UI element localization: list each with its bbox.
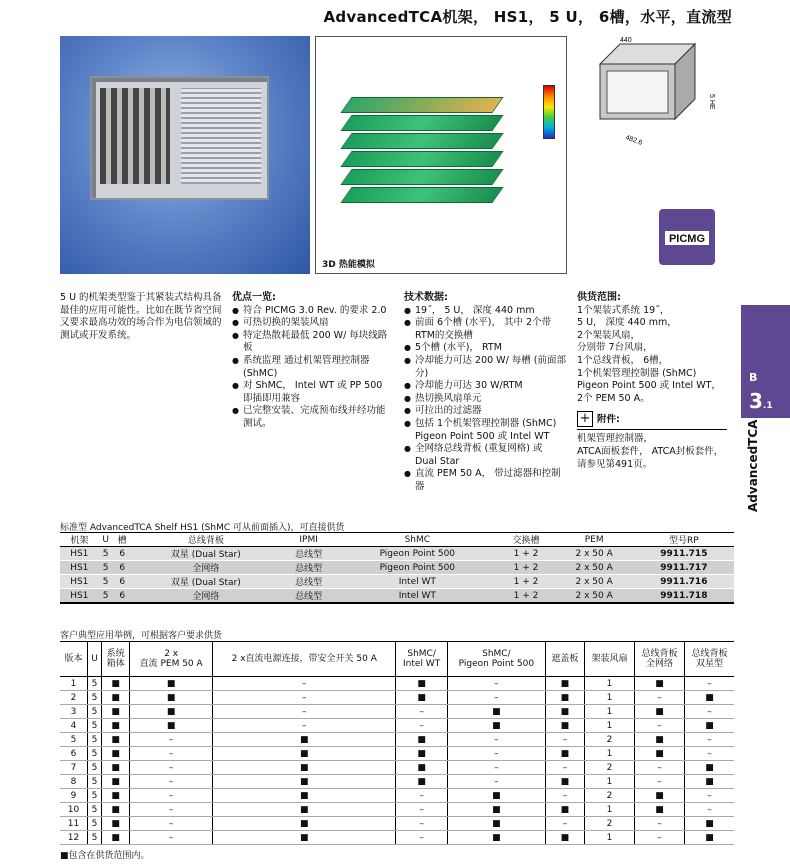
table-cell: Pigeon Point 500 xyxy=(337,561,497,575)
table-cell: – xyxy=(130,831,213,845)
table-cell: 2 x 50 A xyxy=(555,561,634,575)
table2-caption: 客户典型应用举例，可根据客户要求供货 xyxy=(60,631,223,641)
tech-item: ● 5个槽 (水平)， RTM xyxy=(404,342,566,355)
table-cell: – xyxy=(684,789,734,803)
table-cell: ■ xyxy=(634,803,684,817)
table-cell: 7 xyxy=(60,761,87,775)
table-cell: ■ xyxy=(213,775,396,789)
table-row xyxy=(60,589,734,604)
table-cell: – xyxy=(213,705,396,719)
table-cell: – xyxy=(545,733,584,747)
table-cell: 6 xyxy=(60,747,87,761)
table-cell: ■ xyxy=(130,705,213,719)
section-number: 3.1 xyxy=(749,389,773,413)
dimension-drawing xyxy=(580,34,730,156)
table-cell: ■ xyxy=(102,747,130,761)
table-cell: ■ xyxy=(545,705,584,719)
table-cell: 6 xyxy=(113,547,132,561)
table-cell: ■ xyxy=(102,817,130,831)
table2-header: 2 x 直流 PEM 50 A xyxy=(130,642,213,677)
table-cell: – xyxy=(130,803,213,817)
table-cell: 1 + 2 xyxy=(497,589,554,604)
customer-config-table xyxy=(60,641,734,845)
supply-heading: 供货范围: xyxy=(577,292,621,303)
table-cell: ■ xyxy=(130,677,213,691)
table-row xyxy=(60,561,734,575)
table-cell: ■ xyxy=(634,677,684,691)
table-cell: 总线型 xyxy=(280,589,337,604)
chassis-image xyxy=(90,76,269,200)
table-cell: 5 xyxy=(87,817,101,831)
table-row xyxy=(60,733,734,747)
supply-line: 1个架装式系统 19˝， xyxy=(577,304,670,316)
table-cell: ■ xyxy=(447,831,545,845)
table-cell: ■ xyxy=(634,705,684,719)
table-row xyxy=(60,747,734,761)
advantages-section xyxy=(232,292,392,431)
table-cell: ■ xyxy=(684,719,734,733)
table-cell: ■ xyxy=(396,733,447,747)
table1-header: 机架 xyxy=(60,533,99,547)
table-cell: 1 + 2 xyxy=(497,547,554,561)
table-cell: 2 x 50 A xyxy=(555,575,634,589)
table-cell: ■ xyxy=(545,691,584,705)
table-cell: ■ xyxy=(447,789,545,803)
advantage-item: ● 特定热散耗最低 200 W/ 每块线路板 xyxy=(232,330,392,355)
table-cell: 9 xyxy=(60,789,87,803)
table-cell: 2 xyxy=(584,761,634,775)
advantage-item: ● 系统监理 通过机架管理控制器 (ShMC) xyxy=(232,355,392,380)
advantage-item: ● 已完整安装、完成预布线并经功能测试。 xyxy=(232,405,392,430)
table-cell: – xyxy=(447,761,545,775)
table-cell: 12 xyxy=(60,831,87,845)
table-cell: – xyxy=(545,761,584,775)
table-cell: HS1 xyxy=(60,575,99,589)
plus-icon: + xyxy=(577,411,593,427)
table-row xyxy=(60,575,734,589)
advantage-item: ● 符合 PICMG 3.0 Rev. 的要求 2.0 xyxy=(232,305,392,318)
tech-item: ● 19˝， 5 U， 深度 440 mm xyxy=(404,305,566,318)
table-cell: – xyxy=(130,733,213,747)
section-letter: B xyxy=(749,371,758,384)
accessory-line: ATCA面板套件， ATCA封板套件， xyxy=(577,445,724,457)
section-tab xyxy=(741,305,790,418)
standard-shelf-table xyxy=(60,532,734,604)
table-cell: 2 x 50 A xyxy=(555,547,634,561)
table-cell: 全网络 xyxy=(132,589,280,604)
table-cell: 5 xyxy=(87,747,101,761)
supply-line: 2个 PEM 50 A。 xyxy=(577,392,650,404)
table-cell: ■ xyxy=(684,831,734,845)
table-row xyxy=(60,831,734,845)
table-cell: 1 xyxy=(584,705,634,719)
table-row xyxy=(60,719,734,733)
table-cell: – xyxy=(396,831,447,845)
table-row xyxy=(60,817,734,831)
table-row xyxy=(60,803,734,817)
table-cell: 5 xyxy=(87,803,101,817)
table-cell: ■ xyxy=(102,831,130,845)
table-cell: 5 xyxy=(60,733,87,747)
tech-heading: 技术数据: xyxy=(404,292,448,303)
table-cell: ■ xyxy=(102,789,130,803)
table-cell: ■ xyxy=(684,691,734,705)
table-cell: 5 xyxy=(87,775,101,789)
table-cell: – xyxy=(634,719,684,733)
table-row xyxy=(60,547,734,561)
table-cell: 8 xyxy=(60,775,87,789)
table2-header: 遮盖板 xyxy=(545,642,584,677)
advantages-heading: 优点一览: xyxy=(232,292,276,303)
table-cell: HS1 xyxy=(60,561,99,575)
table-cell: – xyxy=(396,803,447,817)
table-row xyxy=(60,789,734,803)
table-cell: 1 xyxy=(584,719,634,733)
table1-header: 槽 xyxy=(113,533,132,547)
table1-header: 型号RP xyxy=(634,533,734,547)
table-cell: ■ xyxy=(130,691,213,705)
table1-header: ShMC xyxy=(337,533,497,547)
table-cell: HS1 xyxy=(60,547,99,561)
table-cell: – xyxy=(684,733,734,747)
table1-header: 总线背板 xyxy=(132,533,280,547)
table-cell: – xyxy=(213,719,396,733)
page-title: AdvancedTCA机架， HS1， 5 U， 6槽，水平，直流型 xyxy=(323,8,732,26)
table-cell: ■ xyxy=(102,733,130,747)
table-cell: – xyxy=(447,733,545,747)
table-cell: – xyxy=(130,747,213,761)
table-cell: 5 xyxy=(87,761,101,775)
supply-line: 分别带 7台风扇， xyxy=(577,342,653,354)
table-cell: 1 + 2 xyxy=(497,561,554,575)
table-cell: ■ xyxy=(396,761,447,775)
table-cell: – xyxy=(130,789,213,803)
table-cell: – xyxy=(447,691,545,705)
table-cell: 2 xyxy=(584,733,634,747)
table-cell: 1 + 2 xyxy=(497,575,554,589)
table-cell: 5 xyxy=(99,561,113,575)
table-cell: 5 xyxy=(87,677,101,691)
tech-section xyxy=(404,292,566,494)
table-cell: – xyxy=(396,719,447,733)
table-cell: – xyxy=(447,677,545,691)
table-cell: ■ xyxy=(684,775,734,789)
table-cell: – xyxy=(545,817,584,831)
table-cell: – xyxy=(684,705,734,719)
table-cell: 1 xyxy=(584,677,634,691)
table1-header: IPMI xyxy=(280,533,337,547)
advantage-item: ● 可热切换的架装风扇 xyxy=(232,317,392,330)
table-cell: HS1 xyxy=(60,589,99,604)
table2-header: 总线背板 全网络 xyxy=(634,642,684,677)
table-cell: – xyxy=(396,705,447,719)
table2-header: 版本 xyxy=(60,642,87,677)
tech-item: ● 热切换风扇单元 xyxy=(404,393,566,406)
sim-caption: 3D 热能模拟 xyxy=(322,260,375,270)
table-cell: ■ xyxy=(684,761,734,775)
table-cell: 9911.718 xyxy=(634,589,734,604)
table-cell: 6 xyxy=(113,589,132,604)
table2-header: 总线背板 双星型 xyxy=(684,642,734,677)
table1-header: 交换槽 xyxy=(497,533,554,547)
table-cell: ■ xyxy=(213,733,396,747)
table-cell: ■ xyxy=(545,747,584,761)
table-cell: ■ xyxy=(447,705,545,719)
table-cell: 10 xyxy=(60,803,87,817)
table-cell: – xyxy=(684,803,734,817)
table-cell: – xyxy=(634,691,684,705)
table-cell: ■ xyxy=(684,817,734,831)
table-cell: ■ xyxy=(545,677,584,691)
picmg-logo xyxy=(657,207,717,267)
tech-item: ● 全网络总线背板 (重复网格) 或 Dual Star xyxy=(404,443,566,468)
table-cell: ■ xyxy=(447,719,545,733)
table-cell: – xyxy=(545,789,584,803)
table-cell: – xyxy=(634,831,684,845)
height-label: 5 HE xyxy=(708,94,715,110)
table-cell: 2 xyxy=(584,817,634,831)
table-cell: – xyxy=(634,817,684,831)
table-cell: – xyxy=(130,775,213,789)
table-cell: 5 xyxy=(99,589,113,604)
table2-header: 系统 箱体 xyxy=(102,642,130,677)
table-cell: – xyxy=(447,747,545,761)
table-cell: ■ xyxy=(102,803,130,817)
accessory-line: 机架管理控制器， xyxy=(577,433,654,445)
table-cell: 5 xyxy=(87,789,101,803)
table-cell: – xyxy=(447,775,545,789)
svg-text:PICMG: PICMG xyxy=(668,233,706,245)
table-cell: 总线型 xyxy=(280,547,337,561)
advantage-item: ● 对 ShMC， Intel WT 或 PP 500 即插即用兼容 xyxy=(232,380,392,405)
table1-header: U xyxy=(99,533,113,547)
table-cell: 5 xyxy=(87,831,101,845)
table-cell: 总线型 xyxy=(280,561,337,575)
table-cell: – xyxy=(396,789,447,803)
table2-header: U xyxy=(87,642,101,677)
table-cell: ■ xyxy=(396,747,447,761)
table-cell: ■ xyxy=(130,719,213,733)
tech-item: ● 冷却能力可达 30 W/RTM xyxy=(404,380,566,393)
table1-header: PEM xyxy=(555,533,634,547)
table-cell: ■ xyxy=(102,705,130,719)
table-cell: – xyxy=(130,761,213,775)
table-cell: 11 xyxy=(60,817,87,831)
table-cell: 4 xyxy=(60,719,87,733)
supply-section xyxy=(577,292,727,471)
section-vertical-label: AdvancedTCA xyxy=(746,419,760,512)
table-cell: 3 xyxy=(60,705,87,719)
table-cell: ■ xyxy=(213,789,396,803)
intro-text: 5 U 的机架类型鉴于其紧装式结构具备最佳的应用可能性。比如在既节省空间又要求最高功效的场合作为电信领域的测试或开发系统。 xyxy=(60,292,222,341)
tech-item: ● 可拉出的过滤器 xyxy=(404,405,566,418)
table-row xyxy=(60,775,734,789)
supply-line: 5 U， 深度 440 mm， xyxy=(577,317,677,329)
table-cell: ■ xyxy=(396,775,447,789)
depth-label: 440 xyxy=(620,37,632,44)
supply-line: 2个架装风扇， xyxy=(577,329,641,341)
table-cell: 1 xyxy=(584,831,634,845)
table-cell: 5 xyxy=(87,733,101,747)
table-cell: 9911.717 xyxy=(634,561,734,575)
table-cell: ■ xyxy=(213,761,396,775)
table2-header: ShMC/ Intel WT xyxy=(396,642,447,677)
table-cell: ■ xyxy=(545,831,584,845)
table-cell: 1 xyxy=(584,747,634,761)
table-cell: ■ xyxy=(102,775,130,789)
table-cell: 2 xyxy=(60,691,87,705)
table-cell: 双星 (Dual Star) xyxy=(132,547,280,561)
table-cell: ■ xyxy=(102,761,130,775)
table-row xyxy=(60,691,734,705)
table-cell: – xyxy=(684,677,734,691)
table-cell: ■ xyxy=(213,747,396,761)
tech-item: ● 包括 1个机架管理控制器 (ShMC) Pigeon Point 500 或 Intel WT xyxy=(404,418,566,443)
table-cell: 9911.715 xyxy=(634,547,734,561)
supply-line: 1个总线背板， 6槽， xyxy=(577,354,669,366)
table-cell: 6 xyxy=(113,575,132,589)
table-cell: ■ xyxy=(634,747,684,761)
table-cell: ■ xyxy=(213,803,396,817)
table-cell: 2 xyxy=(584,789,634,803)
table-cell: ■ xyxy=(545,803,584,817)
accessory-line: 请参见第491页。 xyxy=(577,458,653,470)
table-cell: 9911.716 xyxy=(634,575,734,589)
table-cell: ■ xyxy=(213,817,396,831)
width-label: 482.6 xyxy=(624,134,644,147)
table-row xyxy=(60,705,734,719)
table-cell: 5 xyxy=(99,547,113,561)
table2-header: ShMC/ Pigeon Point 500 xyxy=(447,642,545,677)
table-cell: – xyxy=(213,677,396,691)
tech-item: ● 直流 PEM 50 A， 带过滤器和控制器 xyxy=(404,468,566,493)
product-photo xyxy=(60,36,310,274)
table2-header: 2 x直流电源连接，带安全开关 50 A xyxy=(213,642,396,677)
table1-caption: 标准型 AdvancedTCA Shelf HS1 (ShMC 可从前面插入)，可直接供货 xyxy=(60,523,345,533)
table2-header: 架装风扇 xyxy=(584,642,634,677)
table-cell: 1 xyxy=(584,803,634,817)
table-cell: ■ xyxy=(102,677,130,691)
table-cell: ■ xyxy=(102,719,130,733)
table-cell: – xyxy=(396,817,447,831)
table-cell: ■ xyxy=(545,775,584,789)
table-cell: 6 xyxy=(113,561,132,575)
table-cell: – xyxy=(684,747,734,761)
table-cell: ■ xyxy=(396,677,447,691)
table-cell: ■ xyxy=(545,719,584,733)
table-cell: ■ xyxy=(213,831,396,845)
table-cell: Pigeon Point 500 xyxy=(337,547,497,561)
table-cell: 1 xyxy=(584,691,634,705)
accessory-heading: 附件: xyxy=(597,414,620,426)
table-cell: ■ xyxy=(396,691,447,705)
footnote: ■包含在供货范围内。 xyxy=(60,851,150,861)
thermal-simulation-image xyxy=(315,36,567,274)
table-cell: 总线型 xyxy=(280,575,337,589)
table-cell: – xyxy=(130,817,213,831)
table-cell: – xyxy=(634,761,684,775)
temperature-colorbar xyxy=(543,85,555,139)
table-cell: ■ xyxy=(634,733,684,747)
table-cell: 双星 (Dual Star) xyxy=(132,575,280,589)
table-cell: ■ xyxy=(447,817,545,831)
table-cell: – xyxy=(213,691,396,705)
table-cell: 5 xyxy=(87,719,101,733)
table-cell: ■ xyxy=(102,691,130,705)
table-row xyxy=(60,761,734,775)
supply-line: 1个机架管理控制器 (ShMC) xyxy=(577,367,697,379)
table-cell: 2 x 50 A xyxy=(555,589,634,604)
tech-item: ● 前面 6个槽 (水平)， 其中 2个带 RTM的交换槽 xyxy=(404,317,566,342)
supply-line: Pigeon Point 500 或 Intel WT， xyxy=(577,380,721,392)
table-cell: ■ xyxy=(447,803,545,817)
table-cell: Intel WT xyxy=(337,575,497,589)
table-cell: 5 xyxy=(87,705,101,719)
table-cell: Intel WT xyxy=(337,589,497,604)
table-cell: – xyxy=(634,775,684,789)
table-cell: 5 xyxy=(99,575,113,589)
table-cell: 1 xyxy=(584,775,634,789)
table-cell: 5 xyxy=(87,691,101,705)
table-row xyxy=(60,677,734,691)
table-cell: ■ xyxy=(634,789,684,803)
table-cell: 全网络 xyxy=(132,561,280,575)
tech-item: ● 冷却能力可达 200 W/ 每槽 (前面部分) xyxy=(404,355,566,380)
table-cell: 1 xyxy=(60,677,87,691)
